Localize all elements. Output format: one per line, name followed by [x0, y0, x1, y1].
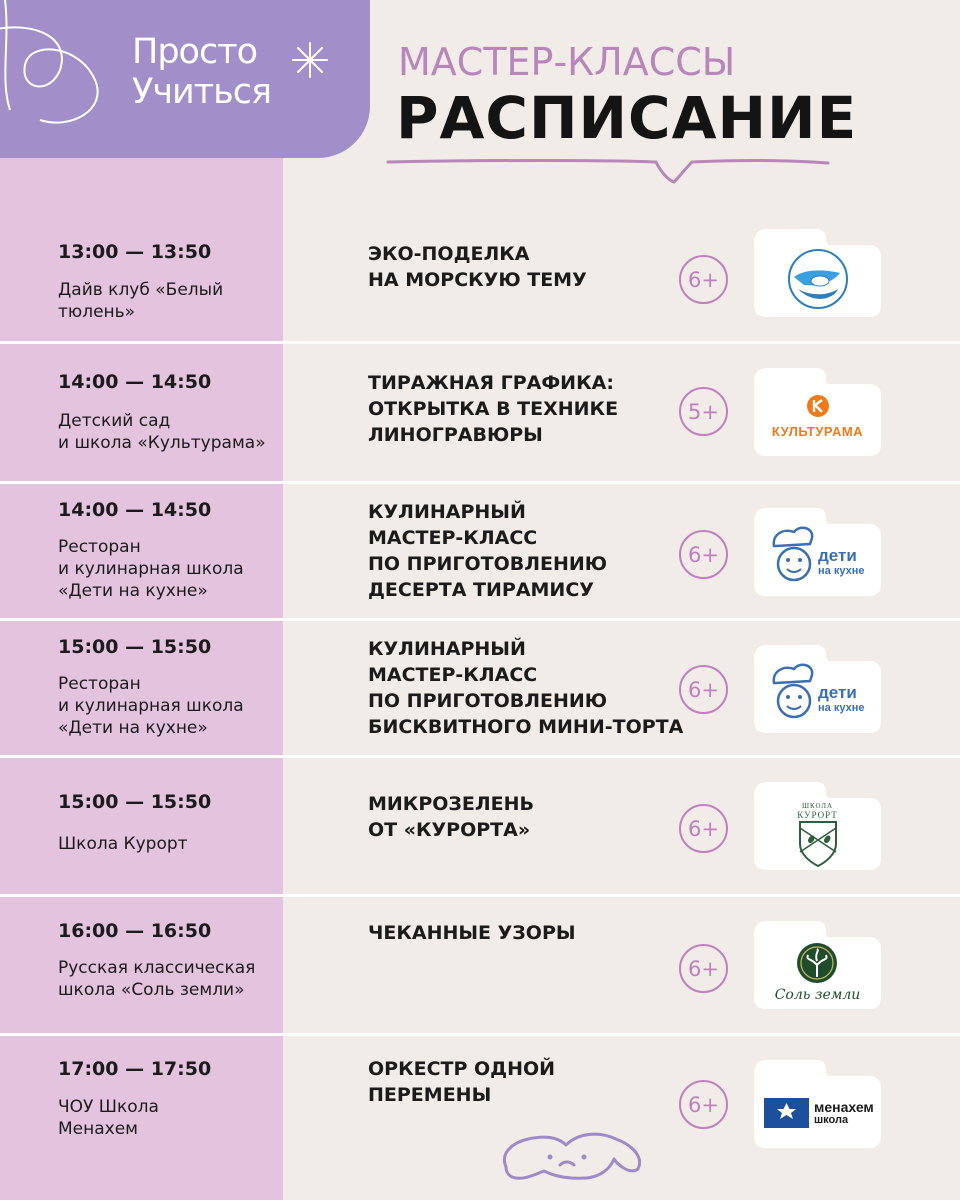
- session-organizer: Детский сад и школа «Культурама»: [58, 411, 266, 453]
- age-rating-badge: 6+: [679, 804, 728, 853]
- schedule-row: [0, 205, 960, 344]
- schedule-row: [0, 1036, 960, 1200]
- white-seal-dive-club-logo: [754, 229, 881, 317]
- session-title: МИКРОЗЕЛЕНЬ ОТ «КУРОРТА»: [368, 793, 535, 841]
- session-title: ОРКЕСТР ОДНОЙ ПЕРЕМЕНЫ: [368, 1058, 556, 1106]
- session-title: КУЛИНАРНЫЙ МАСТЕР-КЛАСС ПО ПРИГОТОВЛЕНИЮ ДЕСЕРТА ТИРАМИСУ: [368, 501, 608, 601]
- dog-doodle-icon: [498, 1105, 648, 1185]
- kurort-school-logo: [754, 782, 881, 870]
- deti-logo-text-2: на кухне: [818, 565, 865, 577]
- sol-zemli-logo: [754, 921, 881, 1009]
- session-time: 15:00 — 15:50: [58, 636, 212, 658]
- session-title: ЭКО-ПОДЕЛКА НА МОРСКУЮ ТЕМУ: [368, 243, 587, 291]
- brand-line-1: Просто: [132, 32, 257, 72]
- session-organizer: Дайв клуб «Белый тюлень»: [58, 280, 224, 322]
- session-organizer: Ресторан и кулинарная школа «Дети на кухне»: [58, 537, 244, 601]
- age-rating-badge: 6+: [679, 1080, 728, 1129]
- header-subtitle: МАСТЕР-КЛАССЫ: [398, 40, 736, 84]
- deti-na-kukhne-logo: [754, 508, 881, 596]
- session-organizer: ЧОУ Школа Менахем: [58, 1097, 159, 1139]
- age-rating-badge: 6+: [679, 255, 728, 304]
- session-time: 14:00 — 14:50: [58, 499, 212, 521]
- kurort-logo-text-1: ШКОЛА: [801, 802, 834, 810]
- schedule-list: [0, 205, 960, 1200]
- session-time: 15:00 — 15:50: [58, 791, 212, 813]
- session-title: ТИРАЖНАЯ ГРАФИКА: ОТКРЫТКА В ТЕХНИКЕ ЛИНОГРАВЮРЫ: [368, 372, 619, 446]
- deti-logo-text-1: дети: [818, 546, 857, 565]
- sparkle-icon: [290, 40, 330, 80]
- session-title: ЧЕКАННЫЕ УЗОРЫ: [368, 922, 576, 944]
- session-organizer: Русская классическая школа «Соль земли»: [58, 958, 256, 1000]
- age-rating-badge: 6+: [679, 944, 728, 993]
- session-time: 16:00 — 16:50: [58, 920, 212, 942]
- deti-na-kukhne-logo: [754, 645, 881, 733]
- kurort-logo-text-2: КУРОРТ: [797, 810, 838, 820]
- schedule-row: [0, 621, 960, 758]
- brand-logo-text: [132, 32, 271, 112]
- age-rating-badge: 6+: [679, 665, 728, 714]
- deti-logo-text-2: на кухне: [818, 702, 865, 714]
- schedule-row: [0, 484, 960, 621]
- header-underline-decoration: [386, 154, 831, 188]
- swirl-decoration-icon: [0, 0, 140, 158]
- header-title: РАСПИСАНИЕ: [396, 84, 858, 152]
- session-time: 14:00 — 14:50: [58, 371, 212, 393]
- session-time: 13:00 — 13:50: [58, 241, 212, 263]
- session-title: КУЛИНАРНЫЙ МАСТЕР-КЛАСС ПО ПРИГОТОВЛЕНИЮ БИСКВИТНОГО МИНИ-ТОРТА: [368, 638, 684, 738]
- menakhem-school-logo: [754, 1060, 881, 1148]
- menakhem-logo-text-2: школа: [814, 1114, 849, 1126]
- brand-logo-tab: [0, 0, 370, 158]
- kulturama-logo-text: КУЛЬТУРАМА: [771, 424, 864, 439]
- session-organizer: Ресторан и кулинарная школа «Дети на кухне»: [58, 674, 244, 738]
- deti-logo-text-1: дети: [818, 683, 857, 702]
- schedule-row: [0, 758, 960, 897]
- session-organizer: Школа Курорт: [58, 834, 188, 854]
- session-time: 17:00 — 17:50: [58, 1058, 212, 1080]
- schedule-row: [0, 897, 960, 1036]
- sol-zemli-logo-text: Соль земли: [774, 987, 861, 1003]
- age-rating-badge: 6+: [679, 530, 728, 579]
- brand-line-2: Учиться: [132, 72, 272, 112]
- kulturama-logo: [754, 368, 881, 456]
- age-rating-badge: 5+: [679, 387, 728, 436]
- schedule-row: [0, 344, 960, 484]
- menakhem-logo-text-1: менахем: [814, 1099, 874, 1115]
